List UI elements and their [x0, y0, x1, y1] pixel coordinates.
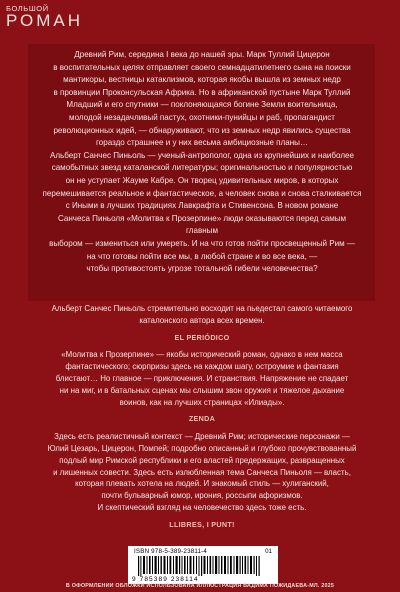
series-logo — [6, 5, 83, 29]
blurb-line: самобытных звезд каталанской литературы; оригинальностью и популярностью — [51, 163, 353, 173]
blurb-line: выбором — измениться или умереть. И на что готов пойти просвещенный Рим — — [49, 238, 355, 248]
blurb-line: в провинции Проконсульская Африка. Но в африканской пустыне Марк Туллий — [53, 87, 351, 97]
barcode-icon — [138, 556, 268, 576]
quote-line: «Молитва к Прозерпине» — якобы исторический роман, однако в нем масса — [61, 350, 343, 360]
quote-line: И скептический взгляд на человечество здесь тоже есть. — [97, 502, 307, 512]
blurb-line: с Иными в лучших традициях Лавкрафта и Стивенсона. В новом романе — [65, 201, 339, 211]
quote-line: фантастического; сюрпризы здесь на каждом шагу, остроумие и фантазия — [65, 362, 339, 372]
issue-number: 01 — [265, 548, 272, 555]
blurb-line: гораздо страшнее и у них весьма амбициозные планы… — [95, 138, 308, 148]
quote-line: которая плевать хотела на людей. И знакомый стиль — хулиганский, — [75, 479, 329, 489]
cover-credit: В ОФОРМЛЕНИИ ОБЛОЖКИ ИСПОЛЬЗОВАНА ИЛЛЮСТРАЦИЯ ВАДИМА ПОЖИДАЕВА-МЛ. 2025 — [65, 583, 335, 589]
blurb-line: в воспитательных целях отправляет своего семнадцатилетнего сына на поиски — [53, 62, 351, 72]
quote-line: каталонского автора всех времен. — [139, 315, 265, 325]
series-logo-line1: БОЛЬШОЙ — [6, 4, 49, 13]
blurb-line: на что готовы пойти все мы, в любой стране и во все века, — — [86, 251, 318, 261]
quote-line: воинов, как на лучших страницах «Илиады». — [119, 397, 285, 407]
blurb-line: он не уступает Жауме Кабре. Он творец удивительных миров, в которых — [65, 175, 339, 185]
isbn-text: ISBN 978-5-389-23811-4 — [134, 548, 208, 555]
barcode-label — [128, 546, 278, 584]
quote-source: LLIBRES, I PUNT! — [169, 519, 235, 529]
blurb-line: Древний Рим, середина I века до нашей эры. Марк Туллий Цицерон — [74, 50, 330, 59]
blurb-line: революционных идей, — обнаруживают, что из земных недр явились существа — [53, 125, 351, 135]
blurb-line: мантикоры, вестницы катаклизмов, которая якобы вышла из земных недр — [63, 75, 341, 85]
series-logo-line2: РОМАН — [6, 10, 83, 30]
barcode-digits: 9 785389 238114 — [132, 576, 199, 583]
blurb-text — [42, 49, 362, 276]
quote-line: ни на миг, и в батальных сценах мы слышим звон оружия и тяжелое дыхание — [59, 385, 345, 395]
quote-source: EL PERIÓDICO — [174, 332, 230, 342]
blurb-line: Санчеса Пиньоля «Молитва к Прозерпине» люди оказываются перед самым главным — [57, 213, 347, 236]
blurb-line: Младший и его спутники — поклоняющаяся богине Земли воительница, — [66, 100, 338, 110]
quote-line: Альберт Санчес Пиньоль стремительно восходит на пьедестал самого читаемого — [51, 304, 353, 313]
blurb-line: чтобы противостоять угрозе тотальной гибели человечества? — [86, 264, 318, 274]
quote-line: почти бульварный юмор, ирония, россыпи афоризмов. — [101, 491, 303, 501]
blurb-line: перемешивается реальное и фантастическое, а человек снова и снова сталкивается — [42, 188, 362, 198]
quote-line: Здесь есть реалистичный контекст — Древний Рим; исторические персонажи — — [54, 432, 350, 442]
press-quotes — [46, 303, 358, 531]
quote-line: блистают… Но главное — приключения. И странствия. Напряжение не спадает — [55, 373, 349, 383]
quote-line: подлый мир Римской республики и его властей предержащих, развращенных — [59, 455, 345, 465]
quote-line: Юлий Цезарь, Цицерон, Помпей; подробно описанный и глубоко прочувствованный — [47, 443, 357, 453]
quote-source: ZENDA — [188, 414, 216, 424]
blurb-line: молодой незадачливый пастух, охотники-пунийцы и раб, пропагандист — [69, 112, 335, 122]
blurb-line: Альберт Санчес Пиньоль — ученый-антрополог, одна из крупнейших и наиболее — [49, 150, 354, 160]
quote-line: и лишенных совести. Здесь есть излюбленная тема Санчеса Пиньоля — власть, — [53, 467, 351, 477]
